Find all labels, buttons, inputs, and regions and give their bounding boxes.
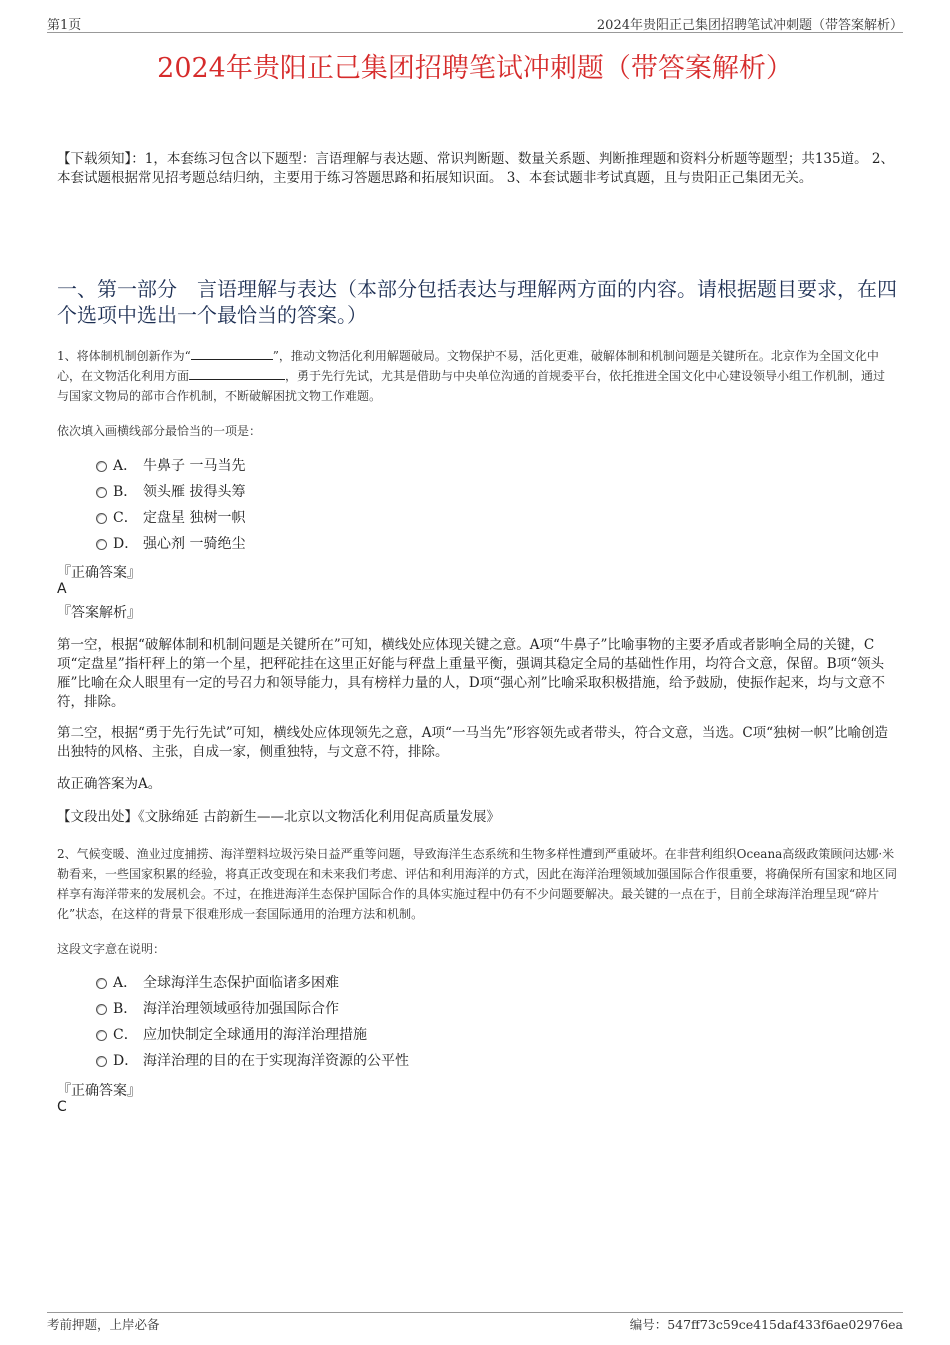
q1-option-b[interactable] — [96, 482, 245, 502]
option-text: 牛鼻子 一马当先 — [143, 458, 246, 474]
download-notice: 【下载须知】：1，本套练习包含以下题型：言语理解与表达题、常识判断题、数量关系题、判断推理题和资料分析题等题型；共135道。 2、本套试题根据常见招考题总结归纳，主要用于练习答题思路和拓展知识面。 3、本套试题非考试真题，且与贵阳正己集团无关。 — [57, 151, 894, 186]
radio-icon[interactable] — [96, 539, 107, 550]
page-number: 第1页 — [47, 18, 82, 33]
option-text: 海洋治理的目的在于实现海洋资源的公平性 — [143, 1053, 409, 1069]
radio-icon[interactable] — [96, 461, 107, 472]
q1-text-part3: ，勇于先行先试，尤其是借助与中央单位沟通的首规委平台，依托推进全国文化中心建设领导小组工作机制，通过与国家文物局的部市合作机制，不断破解困扰文物工作难题。 — [57, 369, 886, 403]
header-doc-title: 2024年贵阳正己集团招聘笔试冲刺题（带答案解析） — [596, 18, 903, 33]
radio-icon[interactable] — [96, 1004, 107, 1015]
option-letter: D． — [113, 1053, 139, 1069]
q2-answer: C — [57, 1099, 67, 1115]
option-text: 强心剂 一骑绝尘 — [143, 536, 246, 552]
option-letter: B． — [113, 1001, 138, 1017]
radio-icon[interactable] — [96, 978, 107, 989]
q1-answer: A — [57, 581, 67, 597]
radio-icon[interactable] — [96, 1056, 107, 1067]
q1-blank-2 — [189, 366, 285, 380]
option-letter: D． — [113, 536, 139, 552]
option-text: 海洋治理领域亟待加强国际合作 — [143, 1001, 339, 1017]
footer-slogan: 考前押题，上岸必备 — [47, 1317, 160, 1332]
page-footer — [47, 1312, 903, 1333]
q2-prompt: 这段文字意在说明： — [57, 942, 166, 956]
option-letter: C． — [113, 1027, 138, 1043]
option-letter: A． — [113, 975, 138, 991]
q1-text-part2: ”，推动文物活化利用解题破局。文物保护不易，活化更难，破解体制和机制问题是关键所在。北京作为全国文化中心，在文物活化利用方面 — [57, 349, 879, 383]
question-2-text: 2、气候变暖、渔业过度捕捞、海洋塑料垃圾污染日益严重等问题，导致海洋生态系统和生物多样性遭到严重破坏。在非营利组织Oceana高级政策顾问达娜·米勒看来，一些国家积累的经验，将真正改变现在和未来我们考虑、评估和利用海洋的方式，因此在海洋治理领域加强国际合作很重要，将确保所有国家和地区同样享有海洋带来的发展机会。不过，在推进海洋生态保护国际合作的具体实施过程中仍有不少问题要解决。最关键的一点在于，目前全球海洋治理呈现“碎片化”状态，在这样的背景下很难形成一套国际通用的治理方法和机制。 — [57, 847, 898, 921]
q2-answer-label: 『正确答案』 — [57, 1083, 141, 1099]
q2-option-c[interactable] — [96, 1025, 367, 1045]
option-letter: B． — [113, 484, 138, 500]
option-text: 应加快制定全球通用的海洋治理措施 — [143, 1027, 367, 1043]
q2-option-a[interactable] — [96, 973, 339, 993]
q1-conclusion: 故正确答案为A。 — [57, 776, 162, 792]
q1-option-a[interactable] — [96, 456, 245, 476]
q1-prompt: 依次填入画横线部分最恰当的一项是： — [57, 424, 262, 438]
radio-icon[interactable] — [96, 487, 107, 498]
option-text: 领头雁 拔得头筹 — [143, 484, 246, 500]
q1-analysis-1: 第一空，根据“破解体制和机制问题是关键所在”可知，横线处应体现关键之意。A项“牛鼻子”比喻事物的主要矛盾或者影响全局的关键，C项“定盘星”指杆秤上的第一个星，把秤砣挂在这里正好能与秤盘上重量平衡，强调其稳定全局的基础性作用，均符合文意，保留。B项“领头雁”比喻在众人眼里有一定的号召力和领导能力，具有榜样力量的人，D项“强心剂”比喻采取积极措施，给予鼓励，使振作起来，均与文意不符，排除。 — [57, 637, 886, 710]
q2-option-d[interactable] — [96, 1051, 409, 1071]
document-title: 2024年贵阳正己集团招聘笔试冲刺题（带答案解析） — [157, 53, 793, 84]
footer-doc-id: 编号：547ff73c59ce415daf433f6ae02976ea — [629, 1317, 903, 1332]
page-header — [47, 14, 903, 33]
section-heading: 一、第一部分 言语理解与表达（本部分包括表达与理解两方面的内容。请根据题目要求，在四个选项中选出一个最恰当的答案。） — [57, 277, 897, 327]
radio-icon[interactable] — [96, 513, 107, 524]
radio-icon[interactable] — [96, 1030, 107, 1041]
q1-option-d[interactable] — [96, 534, 245, 554]
q1-option-c[interactable] — [96, 508, 245, 528]
option-text: 全球海洋生态保护面临诸多困难 — [143, 975, 339, 991]
option-text: 定盘星 独树一帜 — [143, 510, 246, 526]
q1-blank-1 — [191, 346, 273, 360]
question-1-text — [57, 346, 897, 406]
q1-analysis-label: 『答案解析』 — [57, 605, 141, 621]
q2-option-b[interactable] — [96, 999, 339, 1019]
q1-analysis-2: 第二空，根据“勇于先行先试”可知，横线处应体现领先之意，A项“一马当先”形容领先或者带头，符合文意，当选。C项“独树一帜”比喻创造出独特的风格、主张，自成一家，侧重独特，与文意不符，排除。 — [57, 725, 888, 760]
q1-source: 【文段出处】《文脉绵延 古韵新生——北京以文物活化利用促高质量发展》 — [57, 809, 501, 825]
option-letter: A． — [113, 458, 138, 474]
q1-answer-label: 『正确答案』 — [57, 565, 141, 581]
option-letter: C． — [113, 510, 138, 526]
q1-text-part1: 1、将体制机制创新作为“ — [57, 349, 191, 363]
